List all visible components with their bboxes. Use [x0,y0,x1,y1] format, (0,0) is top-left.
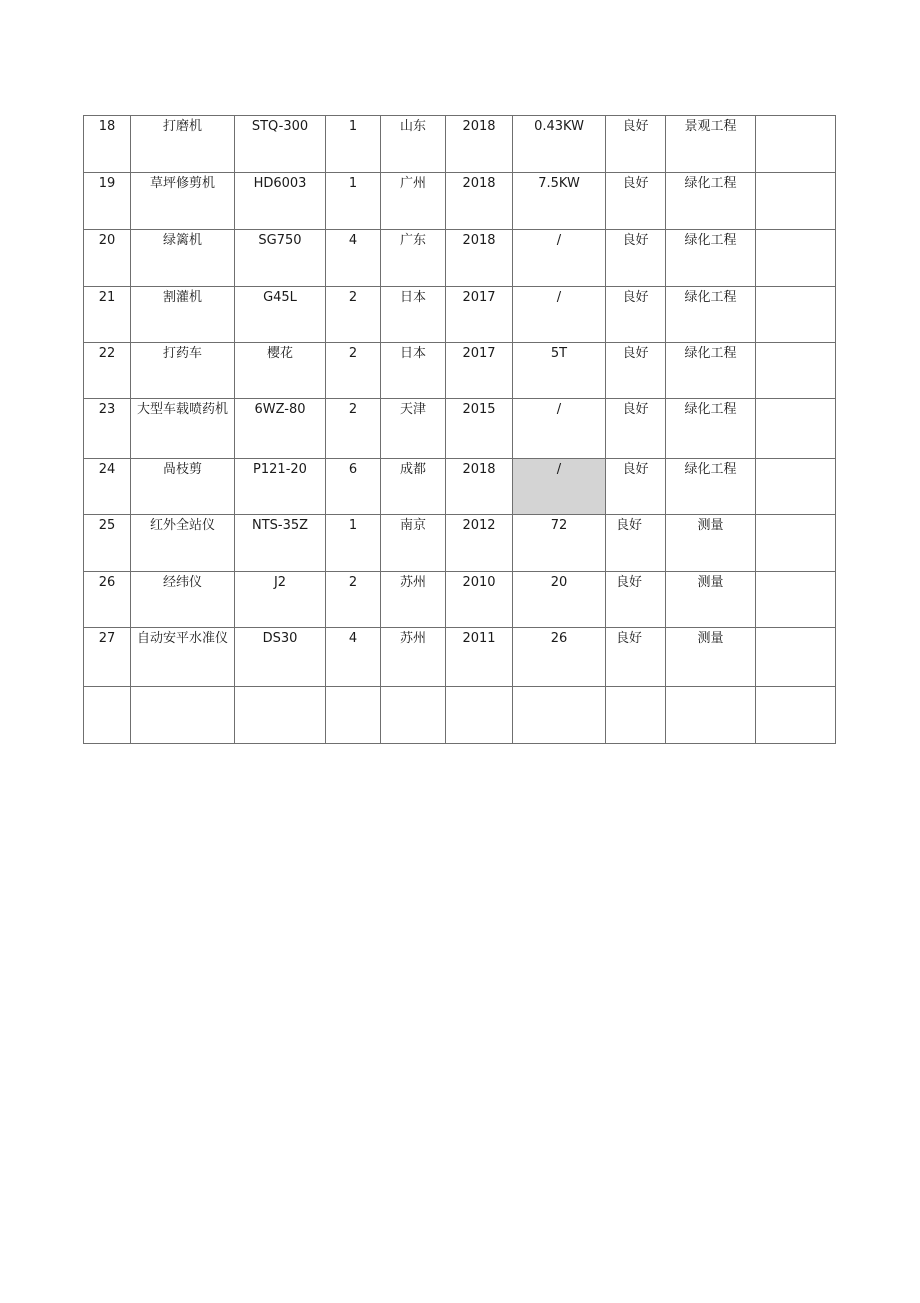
cell-qty: 1 [326,515,381,572]
cell-condition: 良好 [606,572,666,628]
cell-year: 2012 [446,515,513,572]
cell-name: 经纬仪 [131,572,235,628]
equipment-table [83,115,836,744]
cell-condition: 良好 [606,399,666,459]
cell-remark [756,230,836,287]
table-row-empty [84,687,836,744]
cell-no: 24 [84,459,131,515]
cell-remark [756,515,836,572]
cell-empty [513,687,606,744]
cell-year: 2015 [446,399,513,459]
cell-empty [381,687,446,744]
cell-usage: 景观工程 [666,116,756,173]
cell-condition: 良好 [606,515,666,572]
cell-origin: 苏州 [381,572,446,628]
cell-qty: 6 [326,459,381,515]
cell-model: G45L [235,287,326,343]
cell-no: 26 [84,572,131,628]
cell-power: / [513,230,606,287]
cell-name: 打磨机 [131,116,235,173]
cell-origin: 广东 [381,230,446,287]
cell-model: NTS-35Z [235,515,326,572]
cell-remark [756,343,836,399]
cell-year: 2017 [446,343,513,399]
cell-year: 2010 [446,572,513,628]
cell-origin: 成都 [381,459,446,515]
cell-no: 25 [84,515,131,572]
cell-remark [756,459,836,515]
cell-name: 打药车 [131,343,235,399]
cell-qty: 2 [326,287,381,343]
cell-model: 樱花 [235,343,326,399]
table-row [84,343,836,399]
cell-year: 2018 [446,116,513,173]
cell-no: 20 [84,230,131,287]
cell-usage: 绿化工程 [666,399,756,459]
cell-condition: 良好 [606,343,666,399]
cell-qty: 1 [326,116,381,173]
cell-name: 割灌机 [131,287,235,343]
cell-empty [446,687,513,744]
cell-power: 72 [513,515,606,572]
cell-empty [235,687,326,744]
cell-name: 自动安平水准仪 [131,628,235,687]
cell-year: 2018 [446,173,513,230]
cell-origin: 山东 [381,116,446,173]
cell-condition: 良好 [606,230,666,287]
cell-empty [326,687,381,744]
cell-empty [756,687,836,744]
cell-qty: 2 [326,343,381,399]
table-row [84,399,836,459]
cell-power: 0.43KW [513,116,606,173]
cell-name: 草坪修剪机 [131,173,235,230]
cell-no: 22 [84,343,131,399]
cell-qty: 1 [326,173,381,230]
cell-condition: 良好 [606,173,666,230]
cell-remark [756,399,836,459]
cell-model: 6WZ-80 [235,399,326,459]
cell-name: 红外全站仪 [131,515,235,572]
cell-power: 5T [513,343,606,399]
table-row [84,572,836,628]
cell-power: 20 [513,572,606,628]
cell-power: / [513,287,606,343]
cell-name: 咼枝剪 [131,459,235,515]
cell-power: / [513,399,606,459]
cell-year: 2017 [446,287,513,343]
cell-usage: 绿化工程 [666,459,756,515]
cell-name: 大型车载喷药机 [131,399,235,459]
cell-usage: 测量 [666,628,756,687]
cell-empty [84,687,131,744]
table-row [84,116,836,173]
cell-condition: 良好 [606,459,666,515]
cell-model: STQ-300 [235,116,326,173]
cell-origin: 广州 [381,173,446,230]
cell-qty: 4 [326,628,381,687]
cell-origin: 日本 [381,343,446,399]
cell-remark [756,173,836,230]
cell-model: P121-20 [235,459,326,515]
cell-condition: 良好 [606,628,666,687]
cell-remark [756,287,836,343]
cell-usage: 绿化工程 [666,230,756,287]
cell-condition: 良好 [606,287,666,343]
table-row [84,173,836,230]
cell-usage: 测量 [666,515,756,572]
cell-power: / [513,459,606,515]
cell-power: 26 [513,628,606,687]
cell-year: 2018 [446,230,513,287]
table-row [84,459,836,515]
table-row [84,628,836,687]
cell-usage: 测量 [666,572,756,628]
cell-no: 18 [84,116,131,173]
cell-model: DS30 [235,628,326,687]
cell-no: 19 [84,173,131,230]
cell-empty [131,687,235,744]
cell-power: 7.5KW [513,173,606,230]
cell-model: SG750 [235,230,326,287]
cell-origin: 天津 [381,399,446,459]
cell-no: 21 [84,287,131,343]
cell-empty [666,687,756,744]
cell-empty [606,687,666,744]
cell-condition: 良好 [606,116,666,173]
cell-remark [756,628,836,687]
table-row [84,287,836,343]
cell-usage: 绿化工程 [666,173,756,230]
cell-no: 23 [84,399,131,459]
cell-name: 绿篱机 [131,230,235,287]
table-row [84,230,836,287]
cell-remark [756,116,836,173]
cell-origin: 苏州 [381,628,446,687]
cell-qty: 4 [326,230,381,287]
cell-model: J2 [235,572,326,628]
cell-usage: 绿化工程 [666,287,756,343]
cell-usage: 绿化工程 [666,343,756,399]
cell-origin: 日本 [381,287,446,343]
cell-qty: 2 [326,572,381,628]
cell-origin: 南京 [381,515,446,572]
table-row [84,515,836,572]
cell-no: 27 [84,628,131,687]
cell-year: 2011 [446,628,513,687]
cell-year: 2018 [446,459,513,515]
cell-qty: 2 [326,399,381,459]
cell-model: HD6003 [235,173,326,230]
cell-remark [756,572,836,628]
